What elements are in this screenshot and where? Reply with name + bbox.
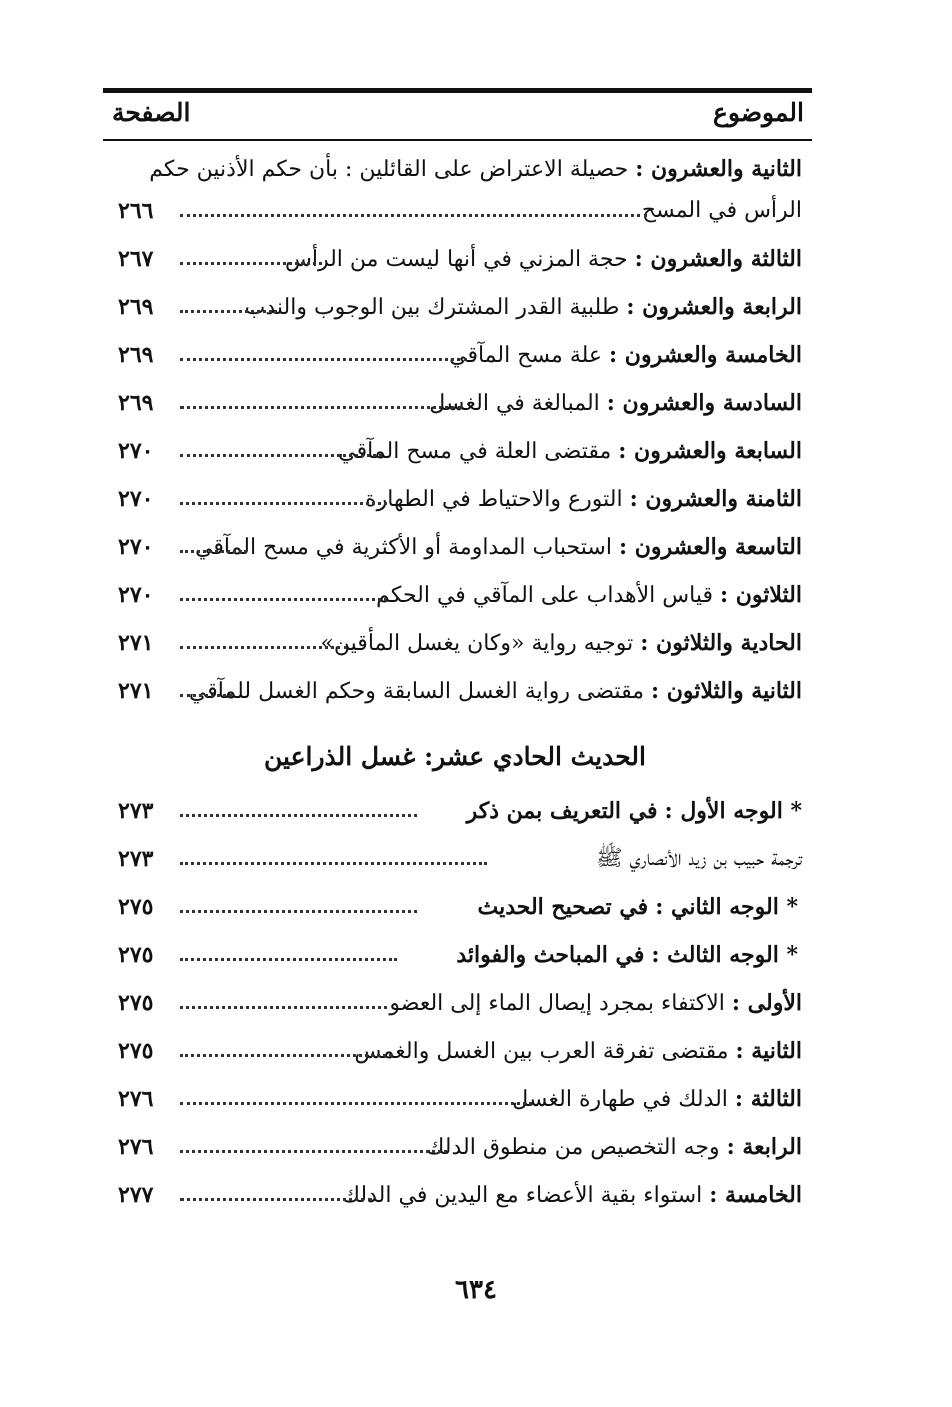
toc-entry-first-line [149, 148, 802, 191]
leader-dots [180, 814, 417, 817]
entry-text: ترجمة حبيب بن زيد الأنصاري ﷺ [596, 846, 802, 871]
header-rule [103, 139, 812, 141]
entry-page-number: ٢٦٦ [118, 198, 154, 224]
entry-page-number: ٢٧٠ [118, 438, 154, 464]
leader-dots [180, 358, 467, 361]
entry-text-continuation: الرأس في المسح [641, 198, 802, 223]
entry-text: مقتضى رواية الغسل السابقة وحكم الغسل للمآقي [188, 679, 644, 704]
entry-lead: الثالثة : [734, 1086, 802, 1112]
leader-dots [180, 1054, 392, 1057]
leader-dots [180, 1150, 447, 1153]
entry-lead: الثامنة والعشرون : [629, 486, 802, 512]
entry-page-number: ٢٧٠ [118, 486, 154, 512]
entry-lead: * الوجه الثالث : [651, 942, 798, 968]
entry-page-number: ٢٧٦ [118, 1086, 154, 1112]
entry-lead: الثانية والعشرون : [635, 156, 802, 182]
entry-lead: الرابعة : [726, 1134, 802, 1160]
entry-lead: الأولى : [731, 990, 802, 1016]
entry-page-number: ٢٧٥ [118, 894, 154, 920]
entry-lead: الخامسة : [709, 1182, 802, 1208]
leader-dots [180, 646, 347, 649]
entry-text: مقتضى العلة في مسح المآقي [338, 439, 612, 464]
entry-lead: التاسعة والعشرون : [618, 534, 802, 560]
toc-entry [118, 1030, 802, 1072]
entry-text: الاكتفاء بمجرد إيصال الماء إلى العضو [389, 991, 725, 1016]
leader-dots [180, 1198, 372, 1201]
entry-page-number: ٢٧٣ [118, 798, 154, 824]
toc-entry [118, 670, 802, 712]
toc-entry [118, 838, 802, 880]
toc-entry [118, 1078, 802, 1120]
toc-entry [118, 934, 802, 976]
toc-entry [118, 982, 802, 1024]
entry-lead: الخامسة والعشرون : [609, 342, 802, 368]
entry-text: الدلك في طهارة الغسل [512, 1087, 728, 1112]
entry-lead: السابعة والعشرون : [618, 438, 802, 464]
toc-entry [118, 430, 802, 472]
entry-lead: الرابعة والعشرون : [626, 294, 802, 320]
entry-text: في المباحث والفوائد [456, 942, 645, 968]
entry-page-number: ٢٦٩ [118, 342, 154, 368]
leader-dots [180, 910, 417, 913]
entry-page-number: ٢٧٣ [118, 846, 154, 872]
toc-entry [118, 790, 802, 832]
page-column-header: الصفحة [112, 98, 191, 127]
leader-dots [180, 214, 647, 217]
entry-page-number: ٢٧١ [118, 678, 154, 704]
entry-page-number: ٢٧٧ [118, 1182, 154, 1208]
entry-page-number: ٢٧٥ [118, 1038, 154, 1064]
toc-entry [118, 382, 802, 424]
entry-page-number: ٢٧١ [118, 630, 154, 656]
entry-lead: الحادية والثلاثون : [640, 630, 802, 656]
leader-dots [180, 1102, 532, 1105]
entry-page-number: ٢٧٠ [118, 534, 154, 560]
entry-text: حصيلة الاعتراض على القائلين : بأن حكم الأذنين حكم [149, 157, 629, 182]
toc-entry [118, 886, 802, 928]
entry-text: استحباب المداومة أو الأكثرية في مسح المآقي [195, 535, 612, 560]
entry-text: التورع والاحتياط في الطهارة [365, 487, 623, 512]
toc-entry [118, 190, 802, 232]
entry-text: استواء بقية الأعضاء مع اليدين في الدلك [341, 1183, 703, 1208]
entry-text: طلبية القدر المشترك بين الوجوب والندب [244, 295, 620, 320]
leader-dots [180, 694, 232, 697]
entry-page-number: ٢٦٩ [118, 390, 154, 416]
topic-column-header: الموضوع [713, 98, 804, 127]
entry-lead: * الوجه الأول : [664, 798, 802, 824]
toc-entry [118, 1126, 802, 1168]
leader-dots [180, 502, 387, 505]
leader-dots [180, 1006, 387, 1009]
leader-dots [180, 550, 247, 553]
leader-dots [180, 406, 462, 409]
entry-text: علة مسح المآقي [449, 343, 603, 368]
leader-dots [180, 862, 487, 865]
entry-text: في تصحيح الحديث [477, 894, 649, 920]
entry-lead: الثلاثون : [719, 582, 802, 608]
toc-entry [118, 574, 802, 616]
section-title: الحديث الحادي عشر: غسل الذراعين [264, 742, 646, 771]
entry-page-number: ٢٧٦ [118, 1134, 154, 1160]
page-number: ٦٣٤ [455, 1275, 497, 1305]
toc-entry [118, 526, 802, 568]
leader-dots [180, 598, 387, 601]
toc-entry [118, 286, 802, 328]
toc-entry [118, 1174, 802, 1216]
entry-lead: الثانية والثلاثون : [650, 678, 802, 704]
toc-entry [118, 478, 802, 520]
leader-dots [180, 262, 322, 265]
entry-lead: * الوجه الثاني : [655, 894, 798, 920]
entry-page-number: ٢٦٩ [118, 294, 154, 320]
leader-dots [180, 454, 382, 457]
toc-entry [118, 334, 802, 376]
entry-page-number: ٢٦٧ [118, 246, 154, 272]
entry-page-number: ٢٧٥ [118, 990, 154, 1016]
toc-entry [118, 238, 802, 280]
entry-page-number: ٢٧٠ [118, 582, 154, 608]
entry-page-number: ٢٧٥ [118, 942, 154, 968]
entry-lead: الثانية : [735, 1038, 802, 1064]
leader-dots [180, 958, 397, 961]
entry-text: قياس الأهداب على المآقي في الحكم [376, 583, 713, 608]
entry-lead: السادسة والعشرون : [606, 390, 802, 416]
entry-text: المبالغة في الغسل [429, 391, 600, 416]
top-rule [103, 88, 812, 93]
entry-text: وجه التخصيص من منطوق الدلك [426, 1135, 720, 1160]
toc-entry [118, 622, 802, 664]
entry-lead: الثالثة والعشرون : [634, 246, 802, 272]
entry-text: في التعريف بمن ذكر [466, 798, 658, 824]
entry-text: مقتضى تفرقة العرب بين الغسل والغمس [354, 1039, 729, 1064]
leader-dots [180, 310, 277, 313]
entry-text: توجيه رواية «وكان يغسل المأقين» [320, 631, 634, 656]
entry-text: حجة المزني في أنها ليست من الرأس [285, 247, 628, 272]
